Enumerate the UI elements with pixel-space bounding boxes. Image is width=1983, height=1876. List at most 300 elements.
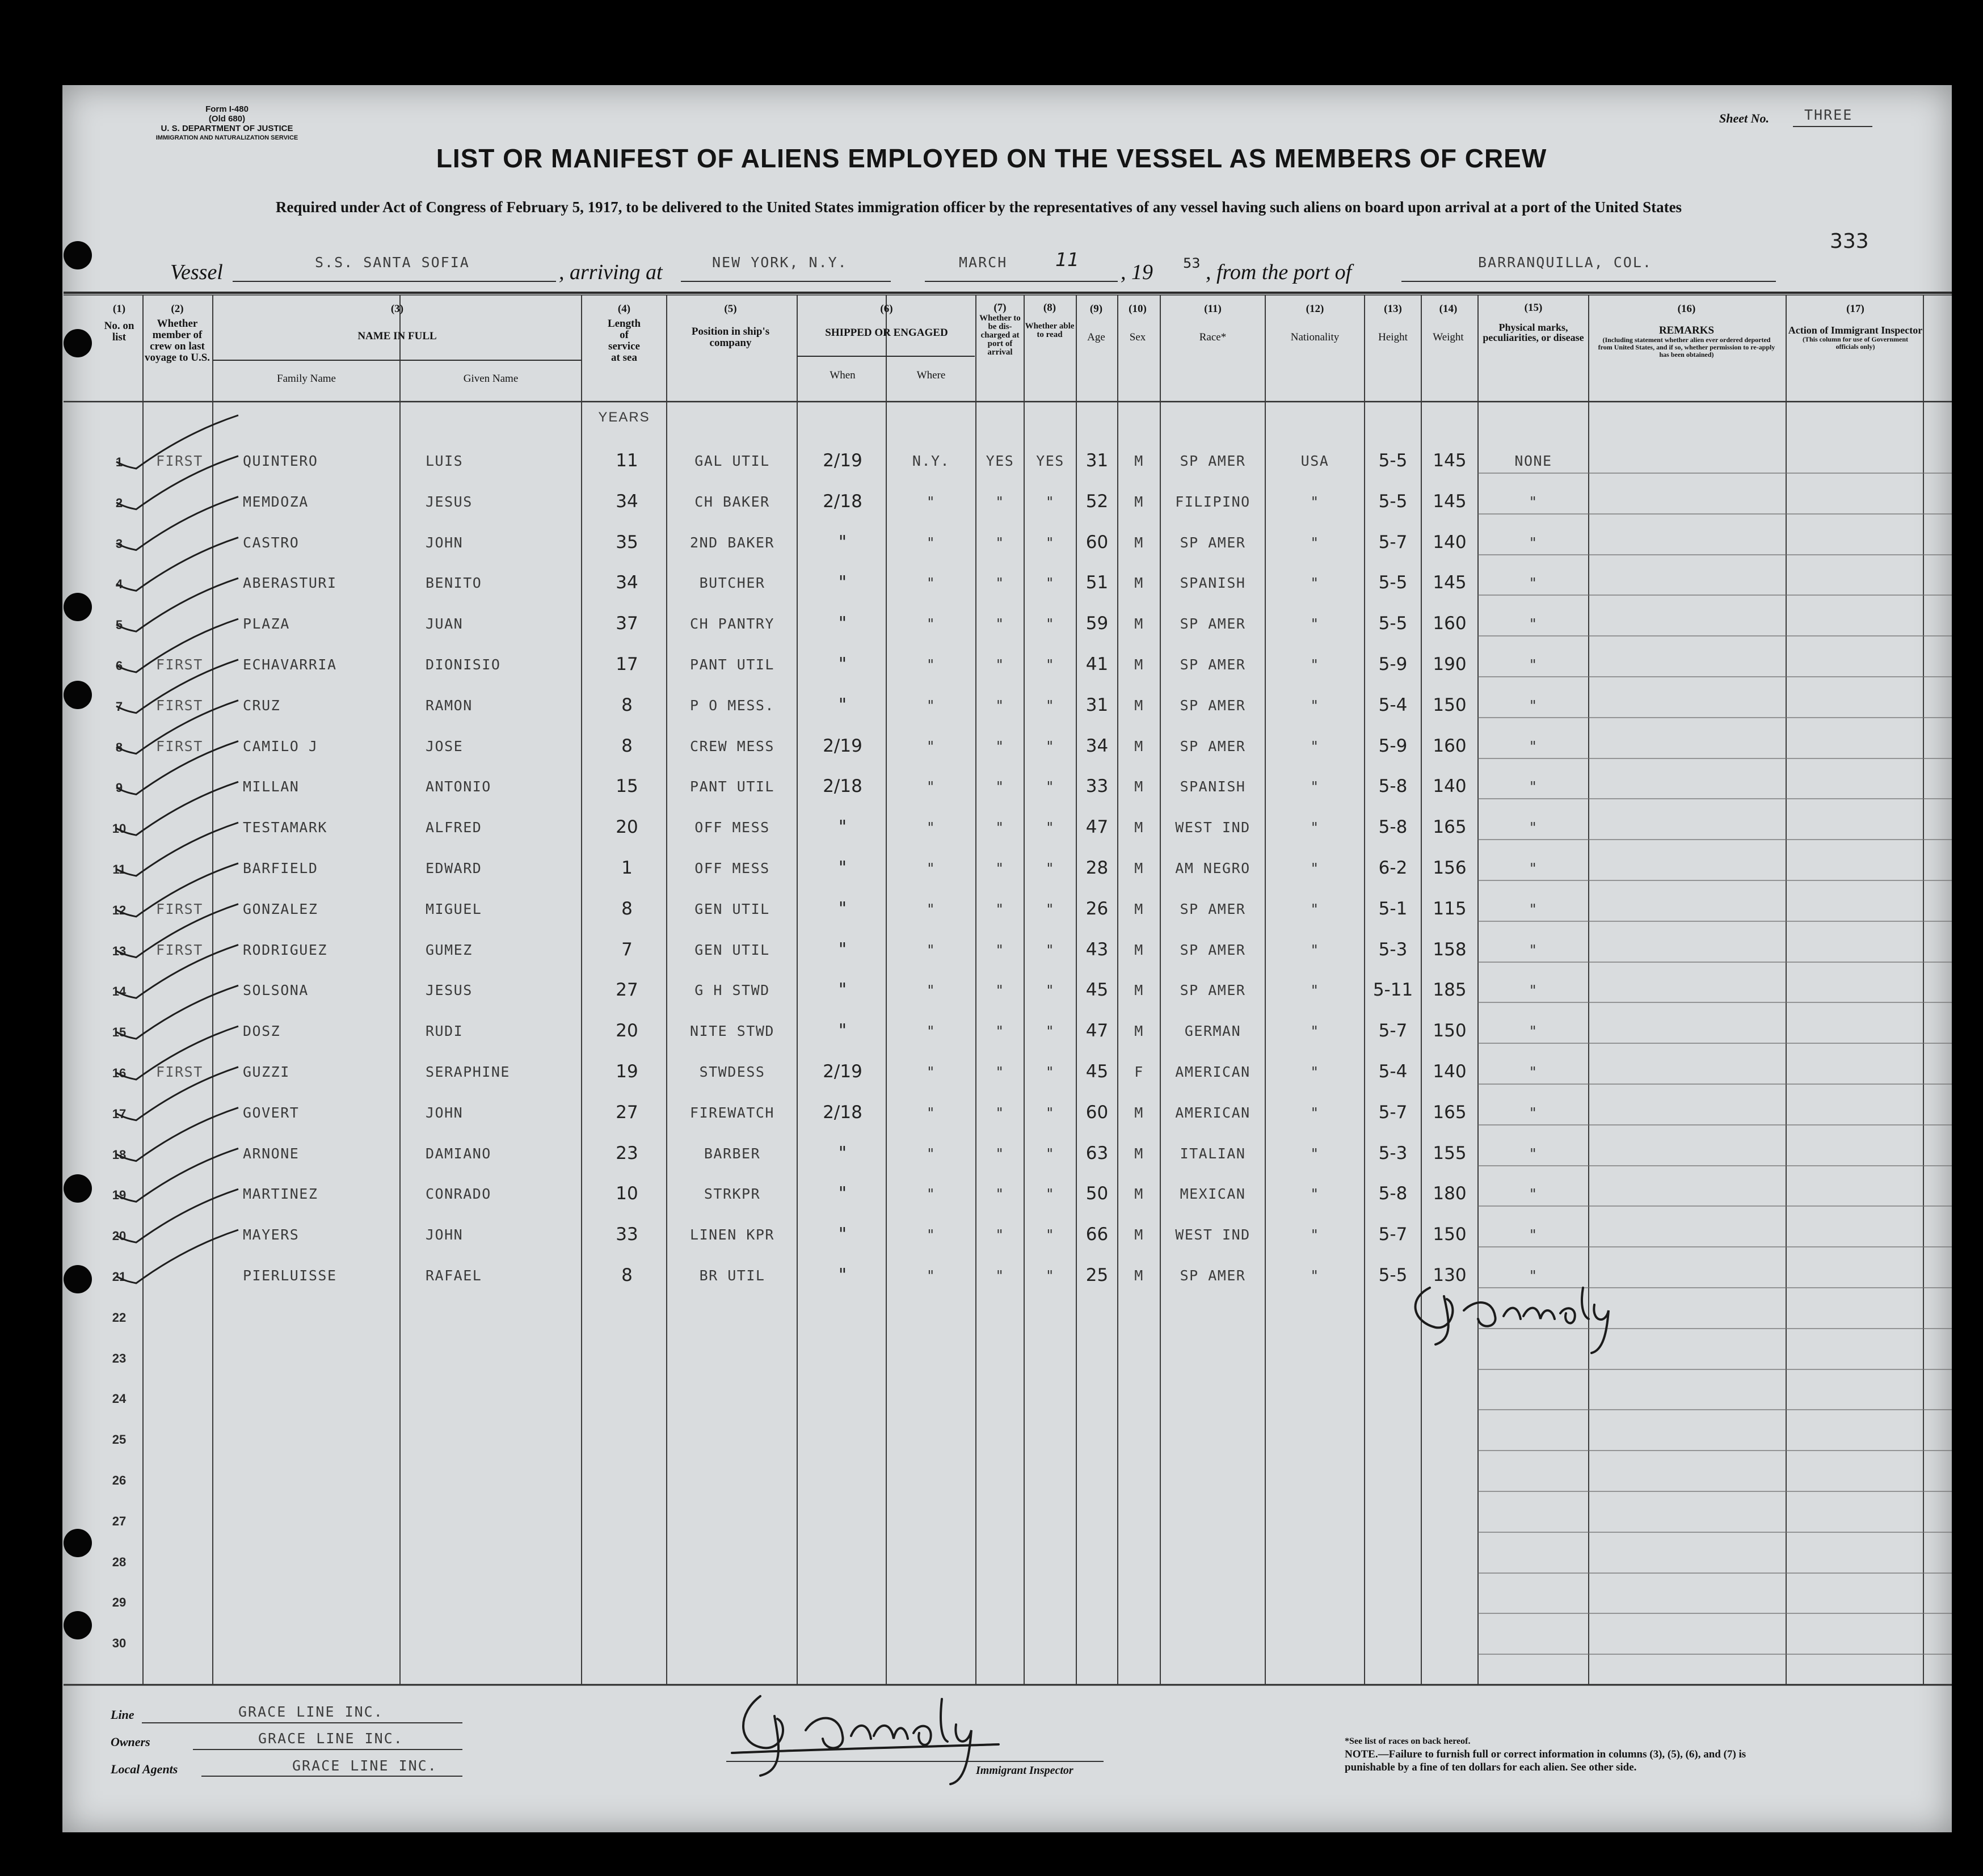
years-cell: 19 — [616, 1061, 638, 1082]
col6-number: (6) — [880, 303, 893, 315]
sex-cell: F — [1134, 1064, 1144, 1080]
col13-label: Height — [1378, 331, 1408, 343]
position-cell: NITE STWD — [690, 1023, 774, 1039]
age-cell: 45 — [1085, 980, 1109, 1000]
from-port: BARRANQUILLA, COL. — [1478, 254, 1652, 271]
weight-cell: 140 — [1433, 532, 1467, 553]
manifest-title: LIST OR MANIFEST OF ALIENS EMPLOYED ON THE VESSEL AS MEMBERS OF CREW — [436, 144, 1547, 173]
marks-cell: " — [1529, 1064, 1538, 1080]
nationality-cell: " — [1310, 860, 1320, 876]
age-cell: 63 — [1085, 1143, 1109, 1163]
race-cell: GERMAN — [1184, 1023, 1241, 1039]
years-cell: 33 — [616, 1224, 638, 1245]
family-cell: CRUZ — [243, 697, 281, 714]
when-cell: " — [838, 1143, 847, 1163]
discharged-cell: " — [995, 575, 1005, 591]
local-agents-label: Local Agents — [111, 1762, 178, 1776]
race-cell: SP AMER — [1180, 1267, 1246, 1284]
position-cell: GAL UTIL — [694, 453, 770, 469]
nationality-cell: " — [1310, 534, 1320, 551]
given-cell: DAMIANO — [426, 1145, 491, 1162]
col14-number: (14) — [1439, 303, 1458, 315]
col3-label: NAME IN FULL — [357, 330, 437, 342]
age-cell: 31 — [1085, 695, 1109, 715]
marks-cell: " — [1529, 1267, 1538, 1284]
age-cell: 52 — [1085, 491, 1109, 512]
marks-cell: " — [1529, 1023, 1538, 1039]
height-cell: 5-4 — [1378, 695, 1408, 715]
height-cell: 5-9 — [1378, 736, 1408, 756]
marks-cell: " — [1529, 819, 1538, 836]
race-cell: SP AMER — [1180, 942, 1246, 958]
weight-cell: 115 — [1433, 899, 1467, 919]
col3-number: (3) — [390, 303, 404, 315]
race-cell: WEST IND — [1175, 1226, 1251, 1243]
age-cell: 47 — [1085, 817, 1109, 837]
col14-label: Weight — [1433, 331, 1464, 343]
discharged-cell: " — [995, 738, 1005, 754]
discharged-cell: " — [995, 778, 1005, 795]
row-number: 26 — [112, 1473, 127, 1487]
given-cell: JOHN — [426, 534, 464, 551]
marks-cell: NONE — [1514, 453, 1552, 469]
sheet-number-label: Sheet No. — [1719, 111, 1769, 125]
row-number: 17 — [112, 1107, 127, 1121]
row-number: 30 — [112, 1636, 127, 1650]
local-agents-value: GRACE LINE INC. — [292, 1757, 437, 1774]
family-cell: MAYERS — [243, 1226, 300, 1243]
col1-number: (1) — [112, 303, 126, 315]
position-cell: CREW MESS — [690, 738, 774, 754]
given-cell: SERAPHINE — [426, 1064, 510, 1080]
col7-label: Whether to be dis-charged at port of arrival — [979, 314, 1021, 357]
form-department: U. S. DEPARTMENT OF JUSTICE — [161, 124, 293, 133]
year-suffix: 53 — [1183, 255, 1201, 271]
discharged-cell: " — [995, 860, 1005, 876]
row-number: 5 — [115, 618, 123, 632]
when-cell: 2/18 — [823, 1102, 862, 1123]
position-cell: BARBER — [704, 1145, 761, 1162]
position-cell: STRKPR — [704, 1186, 761, 1202]
height-cell: 5-7 — [1378, 532, 1408, 553]
height-cell: 5-5 — [1378, 613, 1408, 634]
family-cell: ARNONE — [243, 1145, 300, 1162]
family-cell: GOVERT — [243, 1104, 300, 1121]
given-cell: JESUS — [426, 982, 473, 998]
when-cell: " — [838, 613, 847, 634]
where-cell: " — [926, 778, 936, 795]
form-number: Form I-480 — [205, 104, 249, 114]
weight-cell: 150 — [1433, 1224, 1467, 1245]
sex-cell: M — [1134, 656, 1144, 673]
height-cell: 5-7 — [1378, 1021, 1408, 1041]
family-cell: CAMILO J — [243, 738, 318, 754]
sex-cell: M — [1134, 819, 1144, 836]
marks-cell: " — [1529, 982, 1538, 998]
row-number: 22 — [112, 1310, 127, 1325]
where-cell: " — [926, 819, 936, 836]
discharged-cell: YES — [986, 453, 1014, 469]
family-cell: GUZZI — [243, 1064, 290, 1080]
marks-cell: " — [1529, 656, 1538, 673]
family-cell: ABERASTURI — [243, 575, 337, 591]
col17-sublabel: (This column for use of Government officials only) — [1802, 335, 1909, 351]
read-cell: " — [1045, 819, 1055, 836]
height-cell: 5-8 — [1378, 1183, 1408, 1204]
when-cell: " — [838, 1224, 847, 1245]
read-cell: " — [1045, 494, 1055, 510]
row-number: 21 — [112, 1270, 127, 1284]
col11-label: Race* — [1199, 331, 1227, 343]
last-voyage-cell: FIRST — [156, 697, 203, 714]
years-units-label: YEARS — [598, 410, 650, 425]
discharged-cell: " — [995, 1023, 1005, 1039]
col15-label: Physical marks, peculiarities, or disease — [1483, 322, 1584, 343]
height-cell: 5-4 — [1378, 1061, 1408, 1082]
position-cell: BR UTIL — [699, 1267, 765, 1284]
where-cell: " — [926, 901, 936, 917]
discharged-cell: " — [995, 656, 1005, 673]
height-cell: 5-5 — [1378, 491, 1408, 512]
read-cell: YES — [1036, 453, 1064, 469]
where-cell: " — [926, 1226, 936, 1243]
row-number: 15 — [112, 1025, 127, 1039]
owners-value: GRACE LINE INC. — [258, 1730, 403, 1747]
where-cell: " — [926, 982, 936, 998]
years-cell: 34 — [616, 491, 638, 512]
height-cell: 5-5 — [1378, 450, 1408, 471]
col4-label: Length of service at sea — [607, 318, 641, 364]
sex-cell: M — [1134, 1186, 1144, 1202]
col17-number: (17) — [1846, 303, 1864, 315]
where-cell: " — [926, 616, 936, 632]
read-cell: " — [1045, 1104, 1055, 1121]
years-cell: 15 — [616, 776, 638, 796]
nationality-cell: " — [1310, 1145, 1320, 1162]
age-cell: 45 — [1085, 1061, 1109, 1082]
discharged-cell: " — [995, 616, 1005, 632]
immigrant-inspector-label: Immigrant Inspector — [976, 1764, 1073, 1777]
position-cell: FIREWATCH — [690, 1104, 774, 1121]
position-cell: OFF MESS — [694, 819, 770, 836]
years-cell: 8 — [621, 1265, 633, 1285]
marks-cell: " — [1529, 494, 1538, 510]
discharged-cell: " — [995, 1186, 1005, 1202]
when-cell: " — [838, 1021, 847, 1041]
sex-cell: M — [1134, 738, 1144, 754]
read-cell: " — [1045, 1226, 1055, 1243]
when-cell: " — [838, 532, 847, 553]
col10-label: Sex — [1129, 331, 1146, 343]
row-number: 25 — [112, 1432, 127, 1447]
where-cell: " — [926, 1186, 936, 1202]
where-cell: " — [926, 1064, 936, 1080]
row-number: 3 — [115, 537, 123, 551]
family-cell: DOSZ — [243, 1023, 281, 1039]
years-cell: 37 — [616, 613, 638, 634]
height-cell: 5-1 — [1378, 899, 1408, 919]
family-cell: MILLAN — [243, 778, 300, 795]
races-note: *See list of races on back hereof. — [1345, 1736, 1471, 1746]
form-service: IMMIGRATION AND NATURALIZATION SERVICE — [155, 134, 298, 141]
last-voyage-cell: FIRST — [156, 738, 203, 754]
read-cell: " — [1045, 534, 1055, 551]
years-cell: 8 — [621, 736, 633, 756]
discharged-cell: " — [995, 1104, 1005, 1121]
sex-cell: M — [1134, 575, 1144, 591]
nationality-cell: " — [1310, 575, 1320, 591]
race-cell: SP AMER — [1180, 738, 1246, 754]
sex-cell: M — [1134, 942, 1144, 958]
sex-cell: M — [1134, 860, 1144, 876]
family-cell: PIERLUISSE — [243, 1267, 337, 1284]
height-cell: 5-5 — [1378, 1265, 1408, 1285]
position-cell: CH BAKER — [694, 494, 770, 510]
col5-number: (5) — [724, 303, 737, 315]
age-cell: 34 — [1085, 736, 1109, 756]
when-cell: " — [838, 899, 847, 919]
race-cell: SPANISH — [1180, 575, 1246, 591]
col15-number: (15) — [1524, 302, 1543, 314]
weight-cell: 150 — [1433, 695, 1467, 715]
race-cell: SP AMER — [1180, 982, 1246, 998]
family-cell: PLAZA — [243, 616, 290, 632]
arrival-day: 11 — [1055, 248, 1079, 271]
given-cell: EDWARD — [426, 860, 482, 876]
race-cell: SPANISH — [1180, 778, 1246, 795]
marks-cell: " — [1529, 778, 1538, 795]
given-cell: RAMON — [426, 697, 473, 714]
marks-cell: " — [1529, 1104, 1538, 1121]
age-cell: 26 — [1085, 899, 1109, 919]
read-cell: " — [1045, 575, 1055, 591]
row-number: 1 — [115, 455, 123, 469]
row-number: 23 — [112, 1351, 127, 1365]
line-label: Line — [111, 1708, 134, 1722]
given-cell: JUAN — [426, 616, 464, 632]
position-cell: GEN UTIL — [694, 942, 770, 958]
col17-label: Action of Immigrant Inspector — [1788, 324, 1923, 336]
where-cell: " — [926, 860, 936, 876]
given-cell: CONRADO — [426, 1186, 491, 1202]
family-cell: BARFIELD — [243, 860, 318, 876]
where-cell: " — [926, 697, 936, 714]
years-cell: 23 — [616, 1143, 638, 1163]
discharged-cell: " — [995, 1267, 1005, 1284]
row-number: 10 — [112, 821, 127, 836]
discharged-cell: " — [995, 819, 1005, 836]
when-cell: " — [838, 817, 847, 837]
position-cell: G H STWD — [694, 982, 770, 998]
race-cell: FILIPINO — [1175, 494, 1251, 510]
col10-number: (10) — [1129, 303, 1147, 315]
nationality-cell: " — [1310, 778, 1320, 795]
sex-cell: M — [1134, 453, 1144, 469]
discharged-cell: " — [995, 942, 1005, 958]
read-cell: " — [1045, 942, 1055, 958]
when-cell: " — [838, 695, 847, 715]
where-cell: " — [926, 575, 936, 591]
footer-notes — [1345, 1735, 1787, 1774]
weight-cell: 165 — [1433, 817, 1467, 837]
height-cell: 5-5 — [1378, 572, 1408, 593]
family-cell: CASTRO — [243, 534, 300, 551]
row-number: 2 — [115, 496, 123, 510]
read-cell: " — [1045, 982, 1055, 998]
given-cell: LUIS — [426, 453, 464, 469]
given-cell: ANTONIO — [426, 778, 491, 795]
age-cell: 66 — [1085, 1224, 1109, 1245]
years-cell: 8 — [621, 899, 633, 919]
row-number: 18 — [112, 1148, 127, 1162]
col7-number: (7) — [993, 302, 1007, 314]
read-cell: " — [1045, 901, 1055, 917]
age-cell: 43 — [1085, 939, 1109, 960]
race-cell: MEXICAN — [1180, 1186, 1246, 1202]
marks-cell: " — [1529, 697, 1538, 714]
where-cell: " — [926, 494, 936, 510]
col4-number: (4) — [617, 303, 631, 315]
row-number: 20 — [112, 1229, 127, 1243]
given-cell: RUDI — [426, 1023, 464, 1039]
height-cell: 5-8 — [1378, 817, 1408, 837]
years-cell: 35 — [616, 532, 638, 553]
where-cell: " — [926, 738, 936, 754]
position-cell: LINEN KPR — [690, 1226, 774, 1243]
when-cell: " — [838, 939, 847, 960]
years-cell: 7 — [621, 939, 633, 960]
sex-cell: M — [1134, 697, 1144, 714]
age-cell: 47 — [1085, 1021, 1109, 1041]
weight-cell: 145 — [1433, 450, 1467, 471]
where-cell: " — [926, 1267, 936, 1284]
nationality-cell: USA — [1300, 453, 1329, 469]
where-cell: " — [926, 1145, 936, 1162]
when-cell: " — [838, 1183, 847, 1204]
col16-sublabel: (Including statement whether alien ever ordered deported from United States, and if so, whether permission to re-apply has been obtained) — [1598, 336, 1775, 359]
nationality-cell: " — [1310, 1267, 1320, 1284]
family-cell: MARTINEZ — [243, 1186, 318, 1202]
nationality-cell: " — [1310, 738, 1320, 754]
page-number: 333 — [1830, 230, 1869, 253]
nationality-cell: " — [1310, 1064, 1320, 1080]
weight-cell: 160 — [1433, 613, 1467, 634]
age-cell: 28 — [1085, 858, 1109, 878]
race-cell: SP AMER — [1180, 656, 1246, 673]
row-number: 8 — [115, 740, 123, 754]
read-cell: " — [1045, 656, 1055, 673]
years-cell: 20 — [616, 817, 638, 837]
race-cell: SP AMER — [1180, 453, 1246, 469]
sex-cell: M — [1134, 494, 1144, 510]
height-cell: 5-8 — [1378, 776, 1408, 796]
row-number: 7 — [115, 699, 123, 714]
weight-cell: 150 — [1433, 1021, 1467, 1041]
weight-cell: 145 — [1433, 572, 1467, 593]
nationality-cell: " — [1310, 616, 1320, 632]
where-cell: N.Y. — [912, 453, 950, 469]
race-cell: SP AMER — [1180, 616, 1246, 632]
col12-number: (12) — [1306, 303, 1324, 315]
arrival-month: MARCH — [959, 254, 1008, 271]
marks-cell: " — [1529, 616, 1538, 632]
discharged-cell: " — [995, 1064, 1005, 1080]
nationality-cell: " — [1310, 1226, 1320, 1243]
marks-cell: " — [1529, 1145, 1538, 1162]
nationality-cell: " — [1310, 1023, 1320, 1039]
age-cell: 60 — [1085, 1102, 1109, 1123]
years-cell: 17 — [616, 654, 638, 674]
marks-cell: " — [1529, 942, 1538, 958]
given-cell: JESUS — [426, 494, 473, 510]
arriving-label: , arriving at — [559, 260, 663, 284]
family-cell: RODRIGUEZ — [243, 942, 327, 958]
years-cell: 11 — [616, 450, 638, 471]
sheet-number-value: THREE — [1804, 107, 1853, 123]
family-name-header: Family Name — [277, 373, 336, 385]
discharged-cell: " — [995, 1226, 1005, 1243]
marks-cell: " — [1529, 1226, 1538, 1243]
marks-cell: " — [1529, 575, 1538, 591]
marks-cell: " — [1529, 1186, 1538, 1202]
nationality-cell: " — [1310, 942, 1320, 958]
last-voyage-cell: FIRST — [156, 453, 203, 469]
where-cell: " — [926, 656, 936, 673]
when-cell: 2/18 — [823, 491, 862, 512]
read-cell: " — [1045, 1267, 1055, 1284]
read-cell: " — [1045, 697, 1055, 714]
where-cell: " — [926, 534, 936, 551]
read-cell: " — [1045, 1064, 1055, 1080]
position-cell: 2ND BAKER — [690, 534, 774, 551]
sex-cell: M — [1134, 1267, 1144, 1284]
last-voyage-cell: FIRST — [156, 942, 203, 958]
weight-cell: 145 — [1433, 491, 1467, 512]
row-number: 6 — [115, 659, 123, 673]
years-cell: 8 — [621, 695, 633, 715]
row-number: 16 — [112, 1066, 127, 1080]
read-cell: " — [1045, 778, 1055, 795]
given-cell: JOSE — [426, 738, 464, 754]
given-cell: JOHN — [426, 1226, 464, 1243]
marks-cell: " — [1529, 860, 1538, 876]
weight-cell: 140 — [1433, 776, 1467, 796]
vessel-label: Vessel — [170, 260, 223, 284]
where-cell: " — [926, 1104, 936, 1121]
given-cell: BENITO — [426, 575, 482, 591]
position-cell: STWDESS — [699, 1064, 765, 1080]
weight-cell: 140 — [1433, 1061, 1467, 1082]
when-cell: " — [838, 572, 847, 593]
sex-cell: M — [1134, 901, 1144, 917]
col1-label: No. on list — [104, 320, 134, 343]
years-cell: 34 — [616, 572, 638, 593]
height-cell: 5-11 — [1372, 980, 1413, 1000]
discharged-cell: " — [995, 982, 1005, 998]
arriving-port: NEW YORK, N.Y. — [712, 254, 848, 271]
height-cell: 5-7 — [1378, 1102, 1408, 1123]
read-cell: " — [1045, 860, 1055, 876]
weight-cell: 130 — [1433, 1265, 1467, 1285]
row-number: 4 — [115, 577, 123, 591]
discharged-cell: " — [995, 697, 1005, 714]
col6-label: SHIPPED OR ENGAGED — [825, 327, 948, 339]
manifest-subtitle: Required under Act of Congress of February 5, 1917, to be delivered to the United States immigration officer by the representatives of any vessel having such aliens on board upon arrival at a port of the United States — [275, 199, 1682, 216]
marks-cell: " — [1529, 534, 1538, 551]
col8-label: Whether able to read — [1025, 322, 1075, 339]
nationality-cell: " — [1310, 1186, 1320, 1202]
col12-label: Nationality — [1290, 331, 1340, 343]
